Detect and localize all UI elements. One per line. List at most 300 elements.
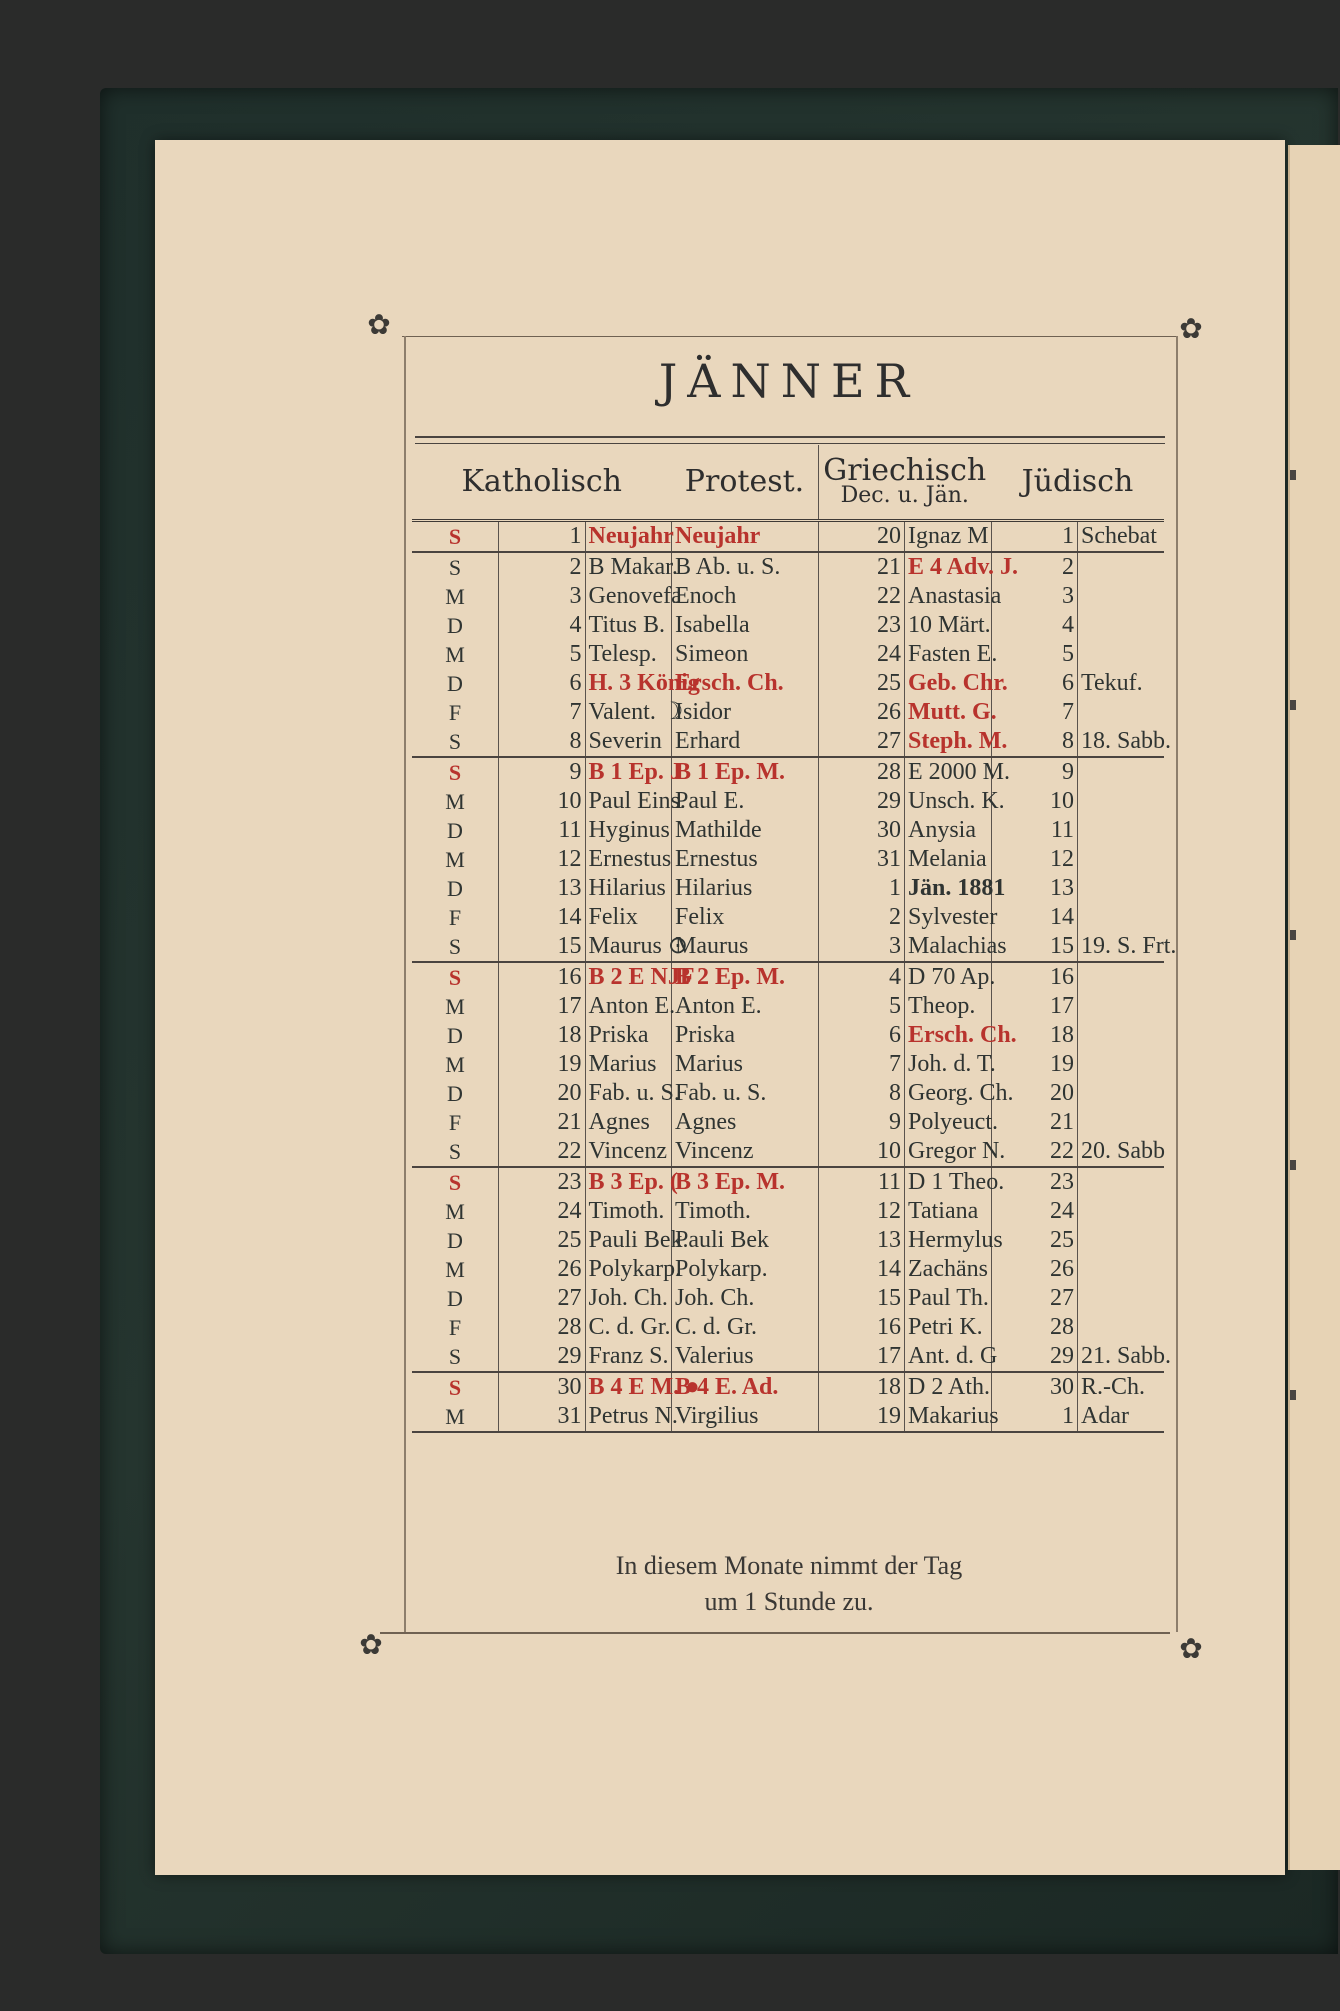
cell-n2: 1: [818, 874, 905, 903]
cell-n3: 2: [991, 552, 1078, 582]
cell-prot: B 2 Ep. M.: [672, 962, 819, 992]
calendar-row: [412, 1137, 1164, 1167]
cell-jud: Tekuf.: [1081, 670, 1143, 696]
cell-gr: Malachias: [905, 932, 992, 962]
binding-stitch: [1290, 1390, 1296, 1400]
cell-n1: 12: [499, 845, 586, 874]
note-line-1: In diesem Monate nimmt der Tag: [615, 1551, 963, 1580]
cell-n1: 23: [499, 1167, 586, 1197]
cell-prot: Vincenz: [672, 1137, 819, 1167]
cell-gr: Geb. Chr.: [905, 669, 992, 698]
cell-wd: S: [412, 521, 499, 553]
flower-ornament-icon: ✿: [1179, 1632, 1203, 1665]
calendar-row: [412, 992, 1164, 1021]
cell-n3: 25: [991, 1226, 1078, 1255]
binding-stitch: [1290, 930, 1296, 940]
cell-prot: Valerius: [672, 1342, 819, 1372]
cell-n2: 13: [818, 1226, 905, 1255]
cell-jud: R.-Ch.: [1081, 1374, 1146, 1400]
cell-kat: Agnes: [585, 1108, 672, 1137]
cell-kat: Titus B.: [585, 611, 672, 640]
cell-kat: B Makar.: [585, 552, 672, 582]
cell-n2: 11: [818, 1167, 905, 1197]
cell-prot: Enoch: [672, 582, 819, 611]
cell-jud: [1078, 1284, 1165, 1313]
cell-wd: M: [445, 994, 465, 1019]
cell-n2: 26: [818, 698, 905, 727]
cell-jud: [1078, 1021, 1165, 1050]
cell-n3: 9: [991, 757, 1078, 787]
cell-prot: Isidor: [672, 698, 819, 727]
cell-kat: Fab. u. S.: [585, 1079, 672, 1108]
cell-n1: 16: [499, 962, 586, 992]
cell-jud: [1078, 1313, 1165, 1342]
calendar-row: [412, 582, 1164, 611]
cell-n1: 20: [499, 1079, 586, 1108]
calendar-row: [412, 1226, 1164, 1255]
calendar-row: [412, 1284, 1164, 1313]
cell-n3: 1: [991, 1402, 1078, 1432]
cell-gr: Makarius: [905, 1402, 992, 1432]
cell-kat: Maurus ⊙: [585, 932, 672, 962]
cell-gr: Polyeuct.: [905, 1108, 992, 1137]
cell-n2: 23: [818, 611, 905, 640]
cell-jud: [1078, 1255, 1165, 1284]
cell-wd: D: [447, 671, 463, 696]
cell-n3: 3: [991, 582, 1078, 611]
calendar-row: [412, 1021, 1164, 1050]
calendar-row: [412, 932, 1164, 962]
cell-jud: 18. Sabb.: [1078, 727, 1165, 757]
cell-n1: 10: [499, 787, 586, 816]
cell-n2: 10: [818, 1137, 905, 1167]
cell-kat: Telesp.: [585, 640, 672, 669]
cell-jud: Adar: [1078, 1402, 1165, 1432]
cell-prot: Timoth.: [672, 1197, 819, 1226]
cell-n2: 17: [818, 1342, 905, 1372]
cell-gr: Ignaz M: [905, 521, 992, 553]
cell-gr: Ant. d. G: [905, 1342, 992, 1372]
cell-gr: Mutt. G.: [905, 698, 992, 727]
cell-jud: [1078, 992, 1165, 1021]
cell-jud: [1078, 611, 1165, 640]
cell-n3: 4: [991, 611, 1078, 640]
cell-n2: 9: [818, 1108, 905, 1137]
cell-gr: Georg. Ch.: [905, 1079, 992, 1108]
calendar-row: [412, 962, 1164, 992]
cell-jud: [1078, 1197, 1165, 1226]
cell-gr: 10 Märt.: [905, 611, 992, 640]
cell-n2: 28: [818, 757, 905, 787]
cell-n1: 9: [499, 757, 586, 787]
cell-n3: 15: [991, 932, 1078, 962]
calendar-row: [412, 903, 1164, 932]
cell-n2: 4: [818, 962, 905, 992]
calendar-row: [412, 640, 1164, 669]
cell-prot: Neujahr: [672, 521, 819, 553]
cell-gr: Steph. M.: [905, 727, 992, 757]
cell-wd: M: [445, 847, 465, 872]
cell-n3: 12: [991, 845, 1078, 874]
cell-n1: 17: [499, 992, 586, 1021]
cell-wd: D: [447, 1081, 463, 1106]
cell-prot: Mathilde: [672, 816, 819, 845]
cell-n3: 28: [991, 1313, 1078, 1342]
cell-n2: 3: [818, 932, 905, 962]
cell-n1: 28: [499, 1313, 586, 1342]
cell-n1: 7: [499, 698, 586, 727]
header-griechisch-sub: Dec. u. Jän.: [840, 483, 969, 508]
cell-n2: 29: [818, 787, 905, 816]
cell-kat: Neujahr: [585, 521, 672, 553]
cell-n3: 8: [991, 727, 1078, 757]
cell-n3: 27: [991, 1284, 1078, 1313]
calendar-row: [412, 552, 1164, 582]
calendar-table: [412, 445, 1177, 1433]
cell-n2: 30: [818, 816, 905, 845]
cell-prot: B 3 Ep. M.: [672, 1167, 819, 1197]
cell-n1: 1: [499, 521, 586, 553]
flower-ornament-icon: ✿: [1179, 312, 1203, 345]
cell-gr: Jän. 1881: [905, 874, 992, 903]
cell-gr: Theop.: [905, 992, 992, 1021]
cell-kat: B 3 Ep. (: [585, 1167, 672, 1197]
note-line-2: um 1 Stunde zu.: [704, 1587, 874, 1616]
cell-kat: Valent. ☽: [585, 698, 672, 727]
title-double-rule: [415, 436, 1165, 444]
calendar-row: [412, 698, 1164, 727]
calendar-row: [412, 669, 1164, 698]
cell-n3: 23: [991, 1167, 1078, 1197]
calendar-row: [412, 1372, 1164, 1402]
cell-kat: Polykarp.: [585, 1255, 672, 1284]
cell-kat: Petrus N.: [585, 1402, 672, 1432]
cell-gr: Zachäns: [905, 1255, 992, 1284]
cell-n2: 2: [818, 903, 905, 932]
cell-jud: [1078, 698, 1165, 727]
cell-kat: Ernestus: [585, 845, 672, 874]
cell-jud: 19. S. Frt.: [1078, 932, 1165, 962]
cell-prot: Priska: [672, 1021, 819, 1050]
calendar-row: [412, 1255, 1164, 1284]
calendar-row: [412, 1342, 1164, 1372]
cell-kat: Timoth.: [585, 1197, 672, 1226]
cell-kat: Pauli Bek.: [585, 1226, 672, 1255]
cell-prot: Ersch. Ch.: [672, 669, 819, 698]
calendar-row: [412, 727, 1164, 757]
cell-prot: Marius: [672, 1050, 819, 1079]
cell-jud: [1078, 1108, 1165, 1137]
cell-kat: Vincenz: [585, 1137, 672, 1167]
cell-wd: F: [448, 700, 462, 725]
calendar-row: [412, 874, 1164, 903]
cell-n3: 6: [991, 669, 1078, 698]
cell-n3: 13: [991, 874, 1078, 903]
cell-n1: 25: [499, 1226, 586, 1255]
cell-jud: [1078, 640, 1165, 669]
cell-jud: [1078, 1079, 1165, 1108]
cell-kat: B 2 E NJF: [585, 962, 672, 992]
cell-wd: D: [447, 1286, 463, 1311]
cell-wd: M: [445, 1052, 465, 1077]
cell-n2: 31: [818, 845, 905, 874]
cell-gr: Sylvester: [905, 903, 992, 932]
calendar-row: [412, 1402, 1164, 1432]
cell-wd: M: [445, 642, 465, 667]
cell-jud: [1078, 816, 1165, 845]
cell-kat: Hilarius: [585, 874, 672, 903]
cell-n1: 3: [499, 582, 586, 611]
cell-n1: 14: [499, 903, 586, 932]
cell-n1: 5: [499, 640, 586, 669]
cell-wd: F: [448, 1315, 462, 1340]
cell-wd: M: [412, 1402, 499, 1432]
cell-gr: D 1 Theo.: [905, 1167, 992, 1197]
cell-n3: 16: [991, 962, 1078, 992]
cell-wd: F: [448, 1110, 462, 1135]
cell-n2: 22: [818, 582, 905, 611]
cell-n3: 10: [991, 787, 1078, 816]
cell-kat: Hyginus: [585, 816, 672, 845]
cell-kat: Priska: [585, 1021, 672, 1050]
cell-gr: Petri K.: [905, 1313, 992, 1342]
cell-wd: S: [412, 727, 499, 757]
cell-prot: C. d. Gr.: [672, 1313, 819, 1342]
calendar-row: [412, 1079, 1164, 1108]
header-row: [412, 445, 1164, 521]
cell-n2: 15: [818, 1284, 905, 1313]
cell-wd: D: [447, 876, 463, 901]
cell-prot: Polykarp.: [672, 1255, 819, 1284]
calendar-row: [412, 816, 1164, 845]
cell-n3: 1: [991, 521, 1078, 553]
cell-wd: D: [447, 818, 463, 843]
cell-prot: Ernestus: [672, 845, 819, 874]
cell-n1: 4: [499, 611, 586, 640]
cell-n1: 18: [499, 1021, 586, 1050]
cell-gr: Ersch. Ch.: [905, 1021, 992, 1050]
cell-gr: D 2 Ath.: [905, 1372, 992, 1402]
cell-wd: M: [445, 1257, 465, 1282]
flower-ornament-icon: ✿: [367, 308, 391, 341]
cell-n3: 11: [991, 816, 1078, 845]
cell-n2: 19: [818, 1402, 905, 1432]
cell-n2: 6: [818, 1021, 905, 1050]
cell-gr: Anastasia: [905, 582, 992, 611]
cell-n3: 7: [991, 698, 1078, 727]
calendar-row: [412, 1197, 1164, 1226]
cell-wd: M: [445, 789, 465, 814]
calendar-row: [412, 1108, 1164, 1137]
cell-jud: [1078, 757, 1165, 787]
cell-wd: M: [445, 1199, 465, 1224]
cell-n1: 8: [499, 727, 586, 757]
flower-ornament-icon: ✿: [359, 1628, 383, 1661]
month-note: [404, 1548, 1174, 1620]
calendar-row: [412, 521, 1164, 553]
cell-prot: Anton E.: [672, 992, 819, 1021]
cell-n2: 16: [818, 1313, 905, 1342]
cell-n2: 24: [818, 640, 905, 669]
cell-jud: [1078, 903, 1165, 932]
cell-jud: [1078, 1050, 1165, 1079]
binding-stitch: [1290, 700, 1296, 710]
next-page-edge: [1288, 145, 1340, 1870]
header-protest: Protest.: [672, 445, 819, 521]
cell-n1: 22: [499, 1137, 586, 1167]
cell-kat: Paul Eins.: [585, 787, 672, 816]
cell-n2: 20: [818, 521, 905, 553]
cell-gr: Hermylus: [905, 1226, 992, 1255]
cell-n1: 29: [499, 1342, 586, 1372]
cell-prot: B 1 Ep. M.: [672, 757, 819, 787]
cell-prot: Erhard: [672, 727, 819, 757]
cell-n2: 21: [818, 552, 905, 582]
cell-kat: Anton E.: [585, 992, 672, 1021]
cell-prot: B 4 E. Ad.: [672, 1372, 819, 1402]
cell-jud: [1078, 552, 1165, 582]
cell-jud: 20. Sabb: [1078, 1137, 1165, 1167]
cell-gr: E 2000 M.: [905, 757, 992, 787]
cell-prot: Felix: [672, 903, 819, 932]
cell-kat: B 4 E M. ●: [585, 1372, 672, 1402]
cell-n3: 14: [991, 903, 1078, 932]
cell-wd: F: [448, 905, 462, 930]
cell-n3: 30: [991, 1372, 1078, 1402]
cell-n3: 22: [991, 1137, 1078, 1167]
cell-wd: D: [447, 1228, 463, 1253]
calendar-row: [412, 1167, 1164, 1197]
cell-wd: S: [448, 965, 462, 990]
cell-wd: D: [447, 1023, 463, 1048]
cell-wd: M: [445, 584, 465, 609]
cell-n3: 18: [991, 1021, 1078, 1050]
calendar-row: [412, 1050, 1164, 1079]
cell-n2: 8: [818, 1079, 905, 1108]
cell-jud: [1078, 845, 1165, 874]
cell-n1: 27: [499, 1284, 586, 1313]
cell-prot: Simeon: [672, 640, 819, 669]
cell-n2: 7: [818, 1050, 905, 1079]
cell-kat: Franz S.: [585, 1342, 672, 1372]
cell-prot: Maurus: [672, 932, 819, 962]
cell-wd: S: [448, 760, 462, 785]
cell-kat: Marius: [585, 1050, 672, 1079]
calendar-row: [412, 757, 1164, 787]
cell-n2: 18: [818, 1372, 905, 1402]
cell-jud: 21. Sabb.: [1078, 1342, 1165, 1372]
cell-wd: S: [412, 1137, 499, 1167]
cell-n1: 31: [499, 1402, 586, 1432]
cell-n3: 5: [991, 640, 1078, 669]
cell-gr: Paul Th.: [905, 1284, 992, 1313]
cell-prot: Hilarius: [672, 874, 819, 903]
cell-prot: Pauli Bek: [672, 1226, 819, 1255]
cell-jud: [1078, 874, 1165, 903]
cell-n3: 24: [991, 1197, 1078, 1226]
binding-stitch: [1290, 470, 1296, 480]
calendar-row: [412, 845, 1164, 874]
cell-n3: 20: [991, 1079, 1078, 1108]
cell-n3: 17: [991, 992, 1078, 1021]
cell-wd: S: [448, 555, 462, 580]
cell-jud: [1078, 1167, 1165, 1197]
cell-n1: 21: [499, 1108, 586, 1137]
cell-prot: Paul E.: [672, 787, 819, 816]
cell-n3: 26: [991, 1255, 1078, 1284]
cell-jud: [1078, 582, 1165, 611]
cell-wd: S: [448, 1170, 462, 1195]
cell-n1: 30: [499, 1372, 586, 1402]
cell-prot: B Ab. u. S.: [672, 552, 819, 582]
cell-jud: Schebat: [1078, 521, 1165, 553]
header-juedisch: Jüdisch: [991, 445, 1164, 521]
month-title: JÄNNER: [658, 354, 920, 408]
cell-jud: [1078, 787, 1165, 816]
cell-n3: 29: [991, 1342, 1078, 1372]
cell-kat: B 1 Ep. J: [585, 757, 672, 787]
header-griechisch: [818, 445, 991, 521]
cell-prot: Fab. u. S.: [672, 1079, 819, 1108]
cell-jud: [1078, 1226, 1165, 1255]
cell-kat: Severin: [585, 727, 672, 757]
cell-jud: [1078, 962, 1165, 992]
cell-n1: 15: [499, 932, 586, 962]
header-griechisch-main: Griechisch: [823, 453, 987, 488]
cell-prot: Isabella: [672, 611, 819, 640]
cell-kat: H. 3 König: [585, 669, 672, 698]
cell-n1: 24: [499, 1197, 586, 1226]
cell-wd: D: [447, 613, 463, 638]
cell-n3: 21: [991, 1108, 1078, 1137]
cell-n3: 19: [991, 1050, 1078, 1079]
cell-gr: Tatiana: [905, 1197, 992, 1226]
cell-n1: 11: [499, 816, 586, 845]
binding-stitch: [1290, 1160, 1296, 1170]
cell-n2: 12: [818, 1197, 905, 1226]
calendar-row: [412, 611, 1164, 640]
calendar-row: [412, 787, 1164, 816]
cell-wd: S: [412, 1342, 499, 1372]
cell-n1: 13: [499, 874, 586, 903]
cell-wd: S: [412, 932, 499, 962]
cell-kat: Genovefa: [585, 582, 672, 611]
cell-gr: E 4 Adv. J.: [905, 552, 992, 582]
cell-gr: Anysia: [905, 816, 992, 845]
cell-kat: Joh. Ch.: [585, 1284, 672, 1313]
cell-gr: Gregor N.: [905, 1137, 992, 1167]
cell-n1: 26: [499, 1255, 586, 1284]
cell-kat: C. d. Gr.: [585, 1313, 672, 1342]
cell-gr: Melania: [905, 845, 992, 874]
cell-kat: Felix: [585, 903, 672, 932]
cell-gr: Unsch. K.: [905, 787, 992, 816]
calendar-row: [412, 1313, 1164, 1342]
frame-bottom-rule: [380, 1632, 1170, 1634]
cell-n2: 25: [818, 669, 905, 698]
cell-gr: Fasten E.: [905, 640, 992, 669]
cell-prot: Joh. Ch.: [672, 1284, 819, 1313]
cell-wd: S: [448, 1375, 462, 1400]
cell-gr: D 70 Ap.: [905, 962, 992, 992]
cell-prot: Agnes: [672, 1108, 819, 1137]
cell-n2: 27: [818, 727, 905, 757]
cell-n1: 19: [499, 1050, 586, 1079]
cell-gr: Joh. d. T.: [905, 1050, 992, 1079]
cell-n2: 5: [818, 992, 905, 1021]
cell-n1: 2: [499, 552, 586, 582]
cell-prot: Virgilius: [672, 1402, 819, 1432]
